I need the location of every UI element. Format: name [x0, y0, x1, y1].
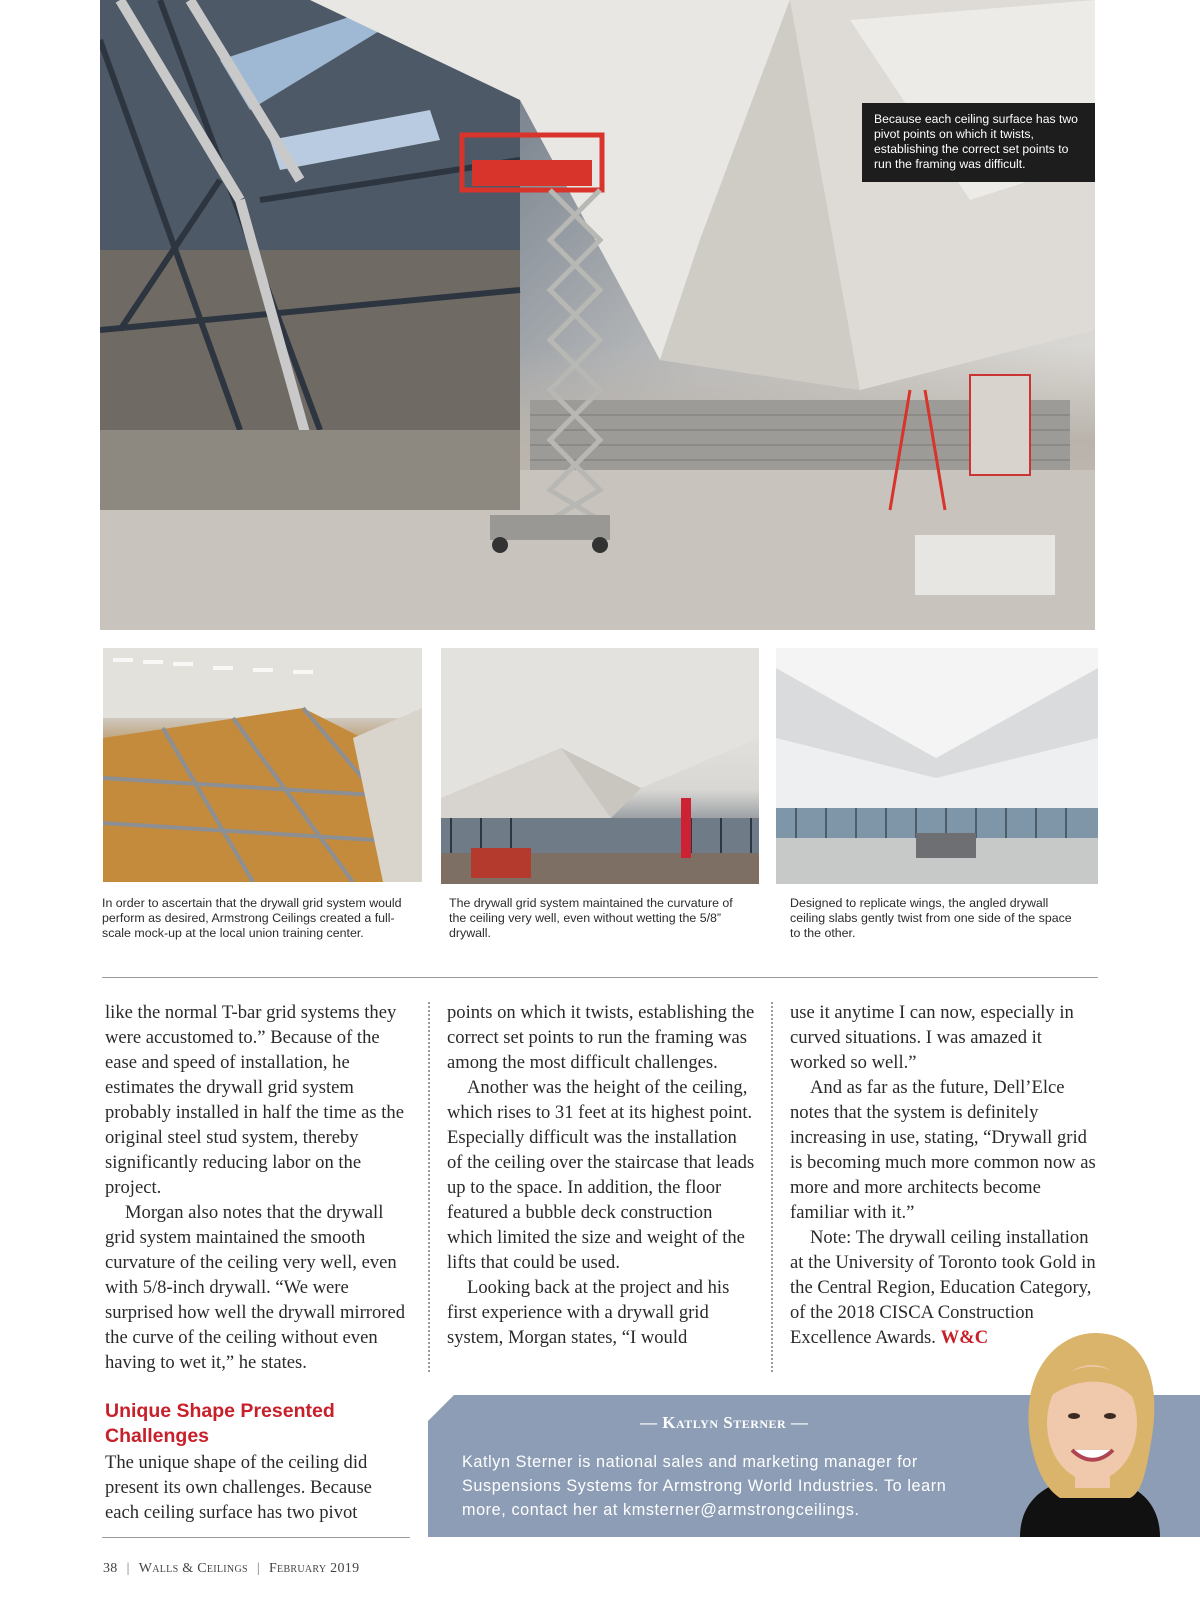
author-portrait: [1000, 1328, 1180, 1537]
author-name: — Katlyn Sterner —: [640, 1413, 809, 1432]
section-divider: [102, 977, 1098, 978]
magazine-name: Walls & Ceilings: [138, 1561, 248, 1576]
column-end-rule: [102, 1537, 410, 1538]
footer-separator: |: [256, 1561, 260, 1576]
hero-photo: [100, 0, 1095, 630]
photo-caption-curvature: The drywall grid system maintained the curvature of the ceiling very well, even without wetting the 5/8” drywall.: [449, 896, 733, 940]
article-column-2: [447, 1000, 755, 1350]
author-portrait-illustration: [1000, 1328, 1180, 1537]
page-number: 38: [103, 1561, 118, 1576]
end-mark: W&C: [940, 1327, 989, 1348]
hero-illustration: [100, 0, 1095, 630]
paragraph: Looking back at the project and his first experience with a drywall grid system, Morgan states, “I would: [447, 1277, 730, 1348]
ceiling-curvature-photo: [441, 648, 759, 884]
paragraph-text: Note: The drywall ceiling installation at the University of Toronto took Gold in the Central Region, Education Category, of the 2018 CISCA Construction Excellence Awards.: [790, 1227, 1096, 1348]
mockup-illustration: [103, 648, 422, 882]
paragraph: points on which it twists, establishing the correct set points to run the framing was among the most difficult challenges.: [447, 1002, 755, 1073]
ceiling-curvature-illustration: [441, 648, 759, 884]
column-divider: [771, 1002, 773, 1372]
article-column-3: [790, 1000, 1100, 1350]
footer-separator: |: [126, 1561, 130, 1576]
hero-caption: Because each ceiling surface has two pivot points on which it twists, establishing the correct set points to run the framing was difficult.: [862, 103, 1095, 182]
section-subhead: Unique Shape Presented Challenges: [105, 1400, 335, 1447]
issue-date: February 2019: [268, 1561, 360, 1576]
wings-ceiling-illustration: [776, 648, 1098, 884]
photo-caption-mockup: In order to ascertain that the drywall grid system would perform as desired, Armstrong Ceilings created a full-scale mock-up at the local union training center.: [102, 896, 402, 940]
paragraph: use it anytime I can now, especially in curved situations. I was amazed it worked so well.”: [790, 1002, 1074, 1073]
column-divider: [428, 1002, 430, 1372]
paragraph: And as far as the future, Dell’Elce notes that the system is definitely increasing in use, stating, “Drywall grid is becoming much more common now as more and more architects become familiar with it.”: [790, 1077, 1096, 1223]
author-box-notch: [428, 1395, 454, 1421]
author-bio: Katlyn Sterner is national sales and marketing manager for Suspensions Systems for Armstrong World Industries. To learn more, contact her at kmsterner@armstrongceilings.: [462, 1453, 947, 1519]
mockup-photo: [103, 648, 422, 882]
wings-ceiling-photo: [776, 648, 1098, 884]
paragraph: The unique shape of the ceiling did present its own challenges. Because each ceiling surface has two pivot: [105, 1452, 372, 1523]
photo-caption-wings: Designed to replicate wings, the angled drywall ceiling slabs gently twist from one side of the space to the other.: [790, 896, 1072, 940]
page-footer: [103, 1561, 359, 1577]
paragraph: Morgan also notes that the drywall grid system maintained the smooth curvature of the ceiling very well, even with 5/8-inch drywall. “We were surprised how well the drywall mirrored the curve of the ceiling without even having to wet it,” he states.: [105, 1202, 406, 1373]
article-column-1: [105, 1000, 405, 1375]
paragraph: like the normal T-bar grid systems they were accustomed to.” Because of the ease and speed of installation, he estimates the drywall grid system probably installed in half the time as the original steel stud system, thereby significantly reducing labor on the project.: [105, 1002, 404, 1198]
article-column-1-continued: [105, 1450, 405, 1525]
paragraph: Another was the height of the ceiling, which rises to 31 feet at its highest point. Especially difficult was the installation of the ceiling over the staircase that leads up to the space. In addition, the floor featured a bubble deck construction which limited the size and weight of the lifts that could be used.: [447, 1077, 755, 1273]
